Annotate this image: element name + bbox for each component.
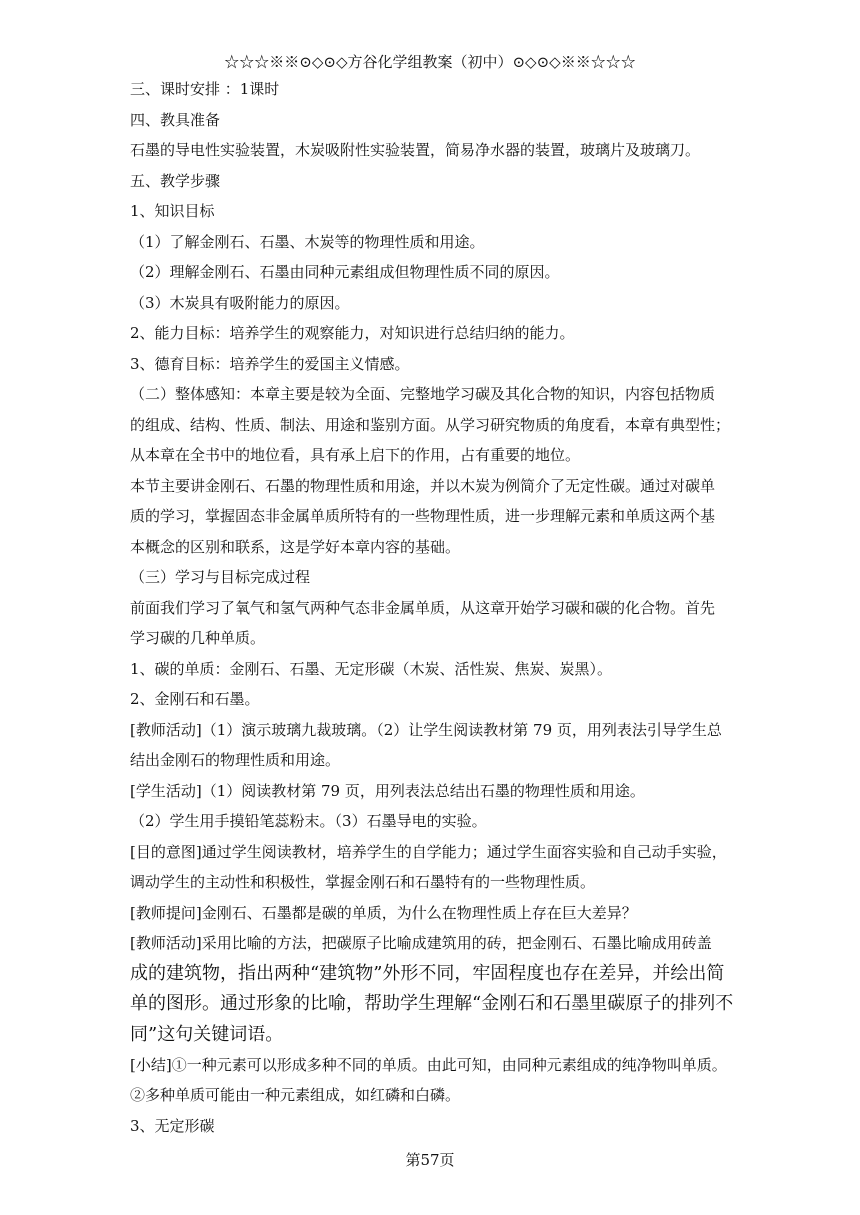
- text-line: 五、教学步骤: [130, 171, 221, 190]
- page-number: 第57页: [405, 1151, 455, 1169]
- text-line: 2、能力目标：培养学生的观察能力，对知识进行总结归纳的能力。: [130, 324, 575, 342]
- text-line: 调动学生的主动性和积极性，掌握金刚石和石墨特有的一些物理性质。: [130, 873, 596, 891]
- text-line: 1、碳的单质：金刚石、石墨、无定形碳（木炭、活性炭、焦炭、炭黑）。: [130, 659, 613, 678]
- text-line: [教师提问]金刚石、石墨都是碳的单质，为什么在物理性质上存在巨大差异？: [130, 903, 637, 922]
- text-line: （2）理解金刚石、石墨由同种元素组成但物理性质不同的原因。: [130, 263, 560, 281]
- text-line: 石墨的导电性实验装置，木炭吸附性实验装置，简易净水器的装置，玻璃片及玻璃刀。: [130, 141, 701, 159]
- text-line: 学习碳的几种单质。: [130, 629, 266, 647]
- text-line: [小结]①一种元素可以形成多种不同的单质。由此可知，由同种元素组成的纯净物叫单质。: [130, 1055, 727, 1074]
- text-line: 3、德育目标：培养学生的爱国主义情感。: [130, 354, 410, 373]
- text-line: 1、知识目标: [130, 202, 215, 220]
- text-line: （二）整体感知：本章主要是较为全面、完整地学习碳及其化合物的知识，内容包括物质: [130, 385, 716, 403]
- text-line: [学生活动]（1）阅读教材第 79 页，用列表法总结出石墨的物理性质和用途。: [130, 781, 645, 800]
- text-line: 单的图形。通过形象的比喻，帮助学生理解“金刚石和石墨里碳原子的排列不: [130, 993, 734, 1014]
- text-line: 的组成、结构、性质、制法、用途和鉴别方面。从学习研究物质的角度看，本章有典型性；: [130, 415, 731, 434]
- text-line: 三、课时安排 ：1课时: [130, 80, 280, 98]
- text-line: 本概念的区别和联系，这是学好本章内容的基础。: [130, 537, 461, 556]
- text-line: 同”这句关键词语。: [130, 1023, 284, 1045]
- text-line: 从本章在全书中的地位看，具有承上启下的作用，占有重要的地位。: [130, 446, 581, 464]
- page-header: ☆☆☆※※⊙◇⊙◇方谷化学组教案（初中）⊙◇⊙◇※※☆☆☆: [224, 53, 636, 71]
- text-line: 2、金刚石和石墨。: [130, 690, 260, 708]
- document-body: [130, 74, 808, 1141]
- text-line: 前面我们学习了氧气和氢气两种气态非金属单质，从这章开始学习碳和碳的化合物。首先: [130, 598, 716, 617]
- text-line: （3）木炭具有吸附能力的原因。: [130, 293, 350, 312]
- text-line: 成的建筑物，指出两种“建筑物”外形不同，牢固程度也存在差异，并绘出简: [130, 962, 725, 984]
- text-line: （2）学生用手摸铅笔蕊粉末。（3）石墨导电的实验。: [130, 812, 487, 830]
- text-line: [教师活动]采用比喻的方法，把碳原子比喻成建筑用的砖，把金刚石、石墨比喻成用砖盖: [130, 934, 712, 952]
- text-line: 3、无定形碳: [130, 1116, 215, 1135]
- text-line: （1）了解金刚石、石墨、木炭等的物理性质和用途。: [130, 232, 485, 251]
- text-line: 质的学习，掌握固态非金属单质所特有的一些物理性质，进一步理解元素和单质这两个基: [130, 507, 716, 525]
- text-line: 结出金刚石的物理性质和用途。: [130, 751, 341, 769]
- text-line: ②多种单质可能由一种元素组成，如红磷和白磷。: [130, 1086, 461, 1104]
- text-line: 本节主要讲金刚石、石墨的物理性质和用途，并以木炭为例简介了无定性碳。通过对碳单: [130, 476, 716, 495]
- text-line: [教师活动]（1）演示玻璃九裁玻璃。（2）让学生阅读教材第 79 页，用列表法引导学生总: [130, 720, 722, 739]
- text-line: （三）学习与目标完成过程: [130, 568, 311, 586]
- text-line: 四、教具准备: [130, 110, 221, 129]
- text-line: [目的意图]通过学生阅读教材，培养学生的自学能力；通过学生面容实验和自己动手实验，: [130, 842, 727, 861]
